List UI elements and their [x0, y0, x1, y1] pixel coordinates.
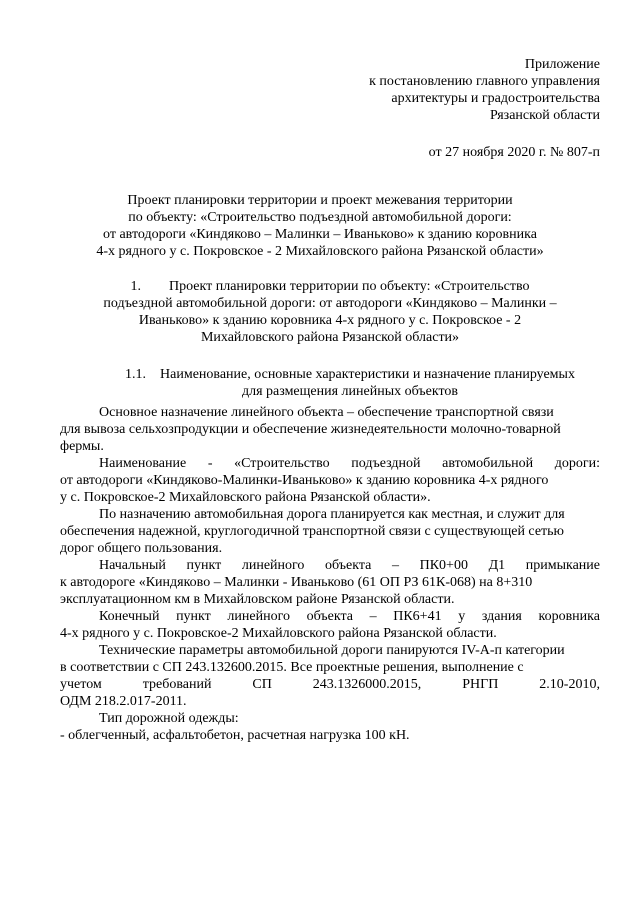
word: – [369, 609, 377, 624]
appendix-line: Рязанской области [489, 108, 600, 123]
word: ПК6+41 [393, 609, 442, 624]
section-line: подъездной автомобильной дороги: от автодороги «Киндяково – Малинки – [103, 296, 557, 311]
word: Начальный [99, 558, 166, 573]
paragraph-line: у с. Покровское-2 Михайловского района Рязанской области». [60, 490, 431, 505]
word: учетом [60, 677, 102, 692]
word: Д1 [488, 558, 506, 573]
paragraph-line: ОДМ 218.2.017-2011. [60, 694, 187, 709]
order-date-number: от 27 ноября 2020 г. № 807-п [428, 145, 600, 160]
word: Конечный [99, 609, 160, 624]
appendix-header [369, 56, 600, 124]
paragraph-line-justified [60, 557, 600, 574]
word: 243.1326000.2015, [312, 677, 422, 692]
section-line: Иваньково» к зданию коровника 4-х рядного у с. Покровское - 2 [138, 313, 522, 328]
title-line: Проект планировки территории и проект межевания территории [127, 193, 513, 208]
title-line: по объекту: «Строительство подъездной автомобильной дороги: [128, 210, 512, 225]
word: – [392, 558, 399, 573]
word: коровника [538, 609, 600, 624]
paragraph-line: в соответствии с СП 243.132600.2015. Все проектные решения, выполнение с [60, 660, 524, 675]
title-line: 4-х рядного у с. Покровское - 2 Михайловского района Рязанской области» [96, 244, 544, 259]
paragraph-line-justified [60, 608, 600, 625]
paragraph-line: По назначению автомобильная дорога планируется как местная, и служит для [99, 507, 565, 522]
word: Наименование [99, 456, 187, 471]
word: линейного [227, 609, 290, 624]
word: ПК0+00 [419, 558, 468, 573]
paragraph-line: от автодороги «Киндяково-Малинки-Иваньково» к зданию коровника 4-х рядного [60, 473, 549, 488]
appendix-line: Приложение [524, 57, 600, 72]
section-1-heading [60, 278, 600, 346]
subsection-1-1-heading [100, 366, 600, 400]
paragraph-line: эксплуатационном км в Михайловском районе Рязанской области. [60, 592, 455, 607]
appendix-line: к постановлению главного управления [369, 74, 600, 89]
appendix-line: архитектуры и градостроительства [391, 91, 600, 106]
title-line: от автодороги «Киндяково – Малинки – Иваньково» к зданию коровника [103, 227, 537, 242]
paragraph-line: 4-х рядного у с. Покровское-2 Михайловского района Рязанской области. [60, 626, 497, 641]
paragraph-line-justified [60, 676, 600, 693]
word: объекта [325, 558, 372, 573]
paragraph-line-justified [60, 455, 600, 472]
word: СП [252, 677, 272, 692]
word: здания [481, 609, 522, 624]
section-line: Михайловского района Рязанской области» [200, 330, 460, 345]
word: автомобильной [442, 456, 534, 471]
word: пункт [186, 558, 222, 573]
word: - [207, 456, 213, 471]
word: у [458, 609, 466, 624]
paragraph-line: Тип дорожной одежды: [99, 711, 239, 726]
document-title [0, 192, 640, 260]
word: примыкание [525, 558, 600, 573]
paragraph-line: для вывоза сельхозпродукции и обеспечение жизнедеятельности молочно-товарной [60, 422, 561, 437]
subsection-line: для размещения линейных объектов [241, 384, 459, 399]
word: объекта [306, 609, 353, 624]
subsection-line: 1.1. Наименование, основные характеристики и назначение планируемых [125, 367, 575, 382]
word: «Строительство [234, 456, 330, 471]
word: дороги: [554, 456, 600, 471]
paragraph-line: обеспечения надежной, круглогодичной транспортной связи с существующей сетью [60, 524, 564, 539]
paragraph-line: дорог общего пользования. [60, 541, 223, 556]
paragraph-line: к автодороге «Киндяково – Малинки - Иваньково (61 ОП РЗ 61К-068) на 8+310 [60, 575, 533, 590]
word: пункт [176, 609, 211, 624]
paragraph-line: Технические параметры автомобильной дороги панируются IV-А-п категории [99, 643, 565, 658]
paragraph-line: Основное назначение линейного объекта – обеспечение транспортной связи [99, 405, 554, 420]
paragraph-line: - облегченный, асфальтобетон, расчетная нагрузка 100 кН. [60, 728, 410, 743]
word: подъездной [351, 456, 421, 471]
word: линейного [241, 558, 305, 573]
section-line: 1. Проект планировки территории по объекту: «Строительство [130, 279, 530, 294]
paragraph-line: фермы. [60, 439, 104, 454]
word: РНГП [462, 677, 499, 692]
body-text [60, 404, 600, 744]
word: 2.10-2010, [539, 677, 600, 692]
word: требований [142, 677, 212, 692]
